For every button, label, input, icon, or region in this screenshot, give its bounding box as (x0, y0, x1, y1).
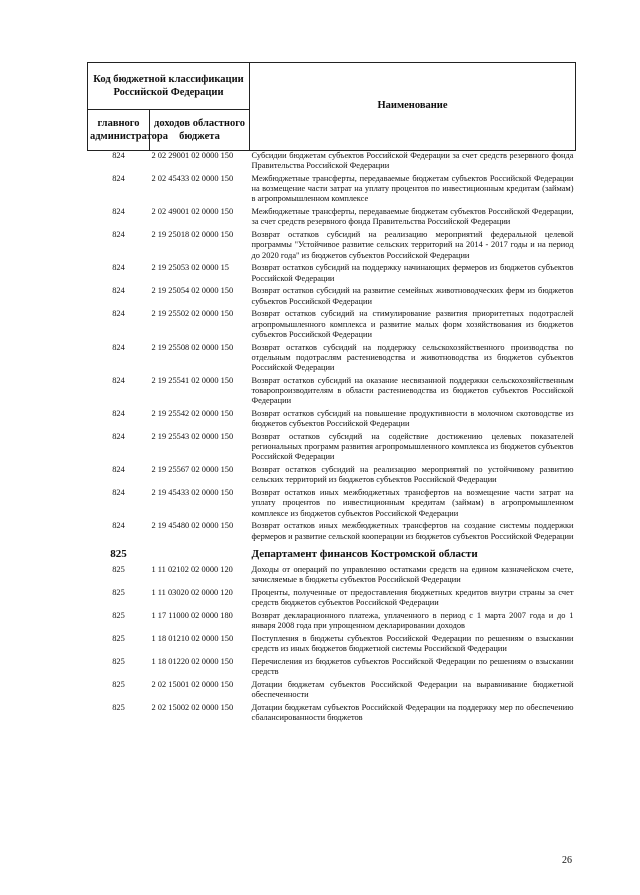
admin-code-cell: 824 (112, 521, 125, 531)
admin-code-cell: 824 (112, 488, 125, 498)
income-code-cell: 1 11 03020 02 0000 120 (151, 587, 233, 597)
header-admin: главного администратора (88, 110, 150, 151)
table-row (88, 409, 576, 432)
income-code-cell: 2 19 25508 02 0000 150 (151, 342, 234, 352)
table-row (88, 263, 576, 286)
admin-code-cell: 825 (112, 587, 125, 597)
table-row (88, 488, 576, 521)
table-row (88, 565, 576, 588)
name-cell: Возврат остатков субсидий на повышение продуктивности в молочном скотоводстве из бюджетов субъектов Российской Федерации (251, 409, 574, 429)
name-cell: Возврат остатков субсидий на оказание несвязанной поддержки сельскохозяйственным товаропроизводителям в области растениеводства из бюджетов субъектов Российской Федерации (251, 375, 574, 406)
header-income: доходов областного бюджета (150, 110, 250, 151)
income-code-cell: 1 18 01220 02 0000 150 (151, 656, 234, 666)
income-code-cell: 2 19 25567 02 0000 150 (151, 465, 234, 475)
table-row (88, 611, 576, 634)
name-cell: Доходы от операций по управлению остатками средств на едином казначейском счете, зачисляемые в бюджеты субъектов Российской Федерации (251, 564, 574, 584)
income-code-cell: 1 17 11000 02 0000 180 (151, 610, 233, 620)
table-row (88, 174, 576, 207)
admin-code-cell: 825 (112, 702, 125, 712)
name-cell: Субсидии бюджетам субъектов Российской Федерации за счет средств резервного фонда Правительства Российской Федерации (251, 151, 574, 171)
name-cell: Возврат остатков субсидий на содействие достижению целевых показателей региональных программ развития агропромышленного комплекса из бюджетов субъектов Российской Федерации (251, 432, 574, 462)
admin-code-cell: 825 (112, 564, 125, 574)
table-row (88, 309, 576, 342)
name-cell: Возврат остатков субсидий на поддержку сельскохозяйственного производства по отдельным подотраслям растениеводства и животноводства из бюджетов субъектов Российской Федерации (251, 342, 574, 373)
income-code-cell: 2 02 15001 02 0000 150 (151, 679, 234, 689)
name-cell: Возврат остатков иных межбюджетных трансфертов на создание системы поддержки фермеров и развитие сельской кооперации из бюджетов субъектов Российской Федерации (251, 521, 574, 541)
section-title: Департамент финансов Костромской области (251, 548, 478, 561)
name-cell: Возврат остатков субсидий на реализацию мероприятий по устойчивому развитию сельских территорий из бюджетов субъектов Российской Федерации (251, 465, 574, 485)
admin-code-cell: 824 (112, 151, 125, 160)
name-cell: Возврат остатков иных межбюджетных трансфертов на возмещение части затрат на уплату процентов по инвестиционным кредитам (займам) в агропромышленном комплексе из бюджетов субъектов Российской Федерации (251, 488, 574, 518)
income-code-cell: 2 19 45480 02 0000 150 (151, 521, 234, 531)
name-cell: Межбюджетные трансферты, передаваемые бюджетам субъектов Российской Федерации, за счет средств резервного фонда Правительства Российской Федерации (251, 207, 574, 227)
income-code-cell: 2 19 25018 02 0000 150 (151, 230, 234, 240)
table-row (88, 703, 576, 726)
name-cell: Дотации бюджетам субъектов Российской Федерации на выравнивание бюджетной обеспеченности (251, 679, 574, 699)
section-row (88, 544, 576, 564)
income-code-cell: 1 18 01210 02 0000 150 (151, 633, 234, 643)
table-section (88, 544, 576, 564)
table-body-825 (88, 565, 576, 726)
table-row (88, 680, 576, 703)
admin-code-cell: 824 (112, 286, 125, 296)
header-name: Наименование (250, 63, 576, 151)
name-cell: Проценты, полученные от предоставления бюджетных кредитов внутри страны за счет средств бюджетов субъектов Российской Федерации (251, 587, 574, 607)
name-cell: Возврат остатков субсидий на поддержку начинающих фермеров из бюджетов субъектов Российской Федерации (251, 263, 574, 283)
income-code-cell: 2 19 25542 02 0000 150 (151, 409, 234, 419)
income-code-cell: 2 19 45433 02 0000 150 (151, 488, 234, 498)
income-code-cell: 1 11 02102 02 0000 120 (151, 564, 233, 574)
name-cell: Возврат остатков субсидий на реализацию мероприятий федеральной целевой программы "Устойчивое развитие сельских территорий на 2014 - 2017 годы и на период до 2020 года" из бюджетов субъектов Российской Федерации (251, 230, 574, 260)
admin-code-cell: 824 (112, 174, 125, 183)
income-code-cell: 2 02 45433 02 0000 150 (151, 174, 234, 183)
table-row (88, 588, 576, 611)
section-code: 825 (110, 548, 127, 561)
admin-code-cell: 825 (112, 610, 125, 620)
income-code-cell: 2 02 15002 02 0000 150 (151, 702, 234, 712)
budget-classification-table (87, 62, 576, 726)
admin-code-cell: 824 (112, 465, 125, 475)
admin-code-cell: 824 (112, 375, 125, 385)
admin-code-cell: 824 (112, 230, 125, 240)
income-code-cell: 2 19 25054 02 0000 150 (151, 286, 234, 296)
name-cell: Возврат остатков субсидий на стимулирование развития приоритетных подотраслей агропромышленного комплекса и развитие малых форм хозяйствования из бюджетов субъектов Российской Федерации (251, 309, 574, 339)
admin-code-cell: 825 (112, 633, 125, 643)
table-row (88, 207, 576, 230)
table-row (88, 343, 576, 376)
header-code-group: Код бюджетной классификации Российской Федерации (88, 63, 250, 110)
income-code-cell: 2 19 25502 02 0000 150 (151, 309, 234, 319)
page-number: 26 (562, 855, 572, 866)
document-page (87, 62, 575, 726)
admin-code-cell: 824 (112, 263, 125, 273)
income-code-cell: 2 19 25053 02 0000 15 (151, 263, 229, 273)
table-row (88, 432, 576, 465)
admin-code-cell: 824 (112, 207, 125, 217)
name-cell: Поступления в бюджеты субъектов Российской Федерации по решениям о взыскании средств из иных бюджетов бюджетной системы Российской Федерации (251, 633, 574, 653)
name-cell: Перечисления из бюджетов субъектов Российской Федерации по решениям о взыскании средств (251, 656, 574, 676)
table-row (88, 657, 576, 680)
table-row (88, 376, 576, 409)
table-row (88, 230, 576, 263)
table-row (88, 286, 576, 309)
admin-code-cell: 825 (112, 679, 125, 689)
name-cell: Возврат остатков субсидий на развитие семейных животноводческих ферм из бюджетов субъектов Российской Федерации (251, 286, 574, 306)
admin-code-cell: 825 (112, 656, 125, 666)
admin-code-cell: 824 (112, 309, 125, 319)
name-cell: Межбюджетные трансферты, передаваемые бюджетам субъектов Российской Федерации на возмещение части затрат на уплату процентов по инвестиционным кредитам (займам) в агропромышленном комплексе (251, 174, 574, 204)
table-row (88, 521, 576, 544)
income-code-cell: 2 19 25543 02 0000 150 (151, 432, 234, 442)
table-body-824 (88, 151, 576, 545)
name-cell: Возврат декларационного платежа, уплаченного в период с 1 марта 2007 года и до 1 января 2008 года при упрощенном декларировании доходов (251, 610, 574, 630)
name-cell: Дотации бюджетам субъектов Российской Федерации на поддержку мер по обеспечению сбалансированности бюджетов (251, 702, 574, 722)
admin-code-cell: 824 (112, 409, 125, 419)
table-row (88, 634, 576, 657)
admin-code-cell: 824 (112, 432, 125, 442)
table-row (88, 151, 576, 175)
admin-code-cell: 824 (112, 342, 125, 352)
table-row (88, 465, 576, 488)
income-code-cell: 2 02 49001 02 0000 150 (151, 207, 234, 217)
income-code-cell: 2 19 25541 02 0000 150 (151, 375, 234, 385)
income-code-cell: 2 02 29001 02 0000 150 (151, 151, 234, 160)
